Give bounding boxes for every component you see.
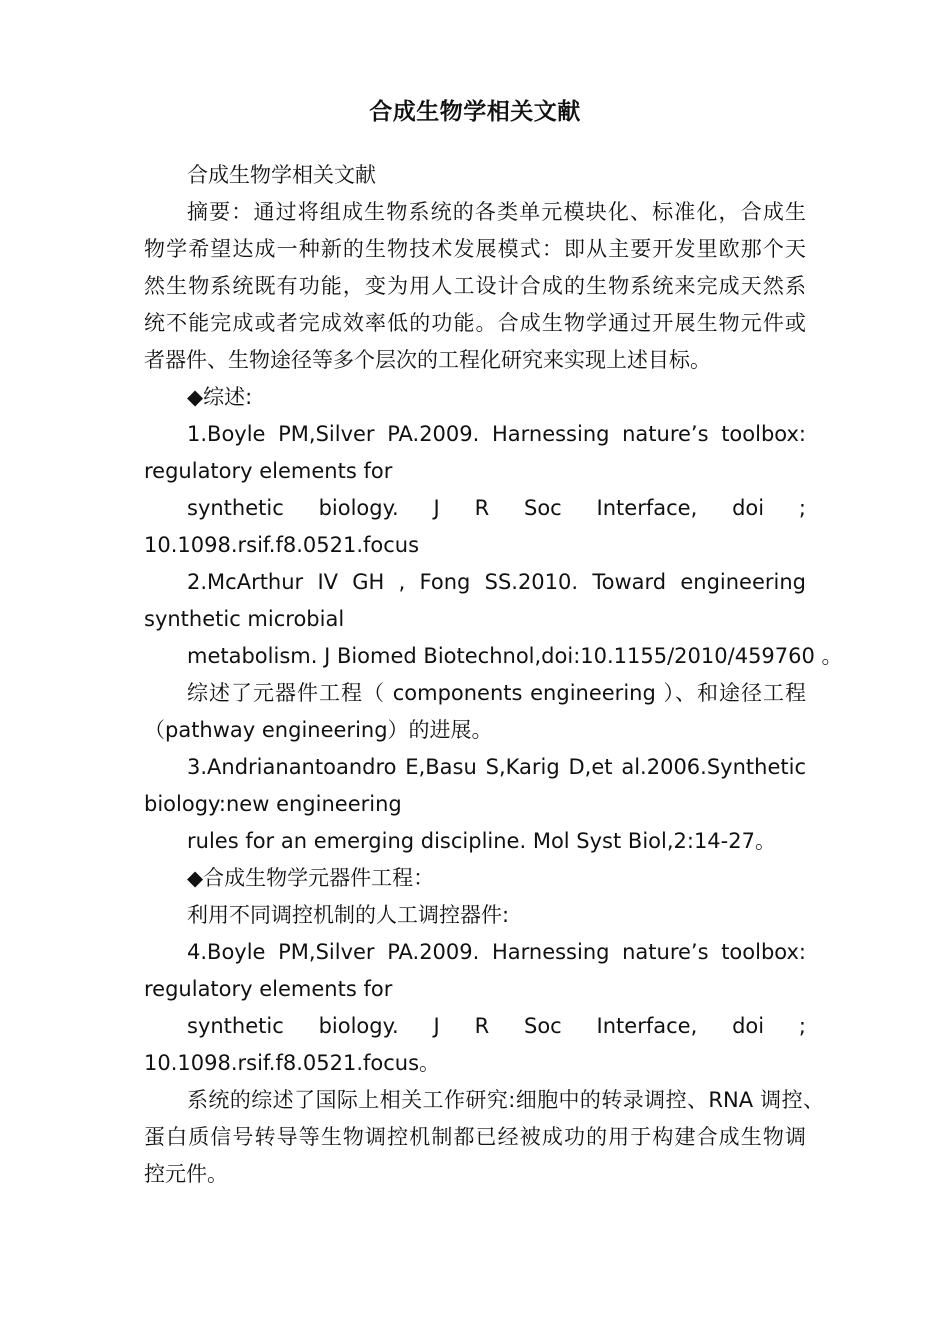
reference-line: synthetic biology. J R Soc Interface, doi ; — [187, 1014, 806, 1038]
text-line: 综述了元器件工程（ components engineering ）、和途径工程 — [187, 681, 806, 705]
text-line: 利用不同调控机制的人工调控器件: — [187, 903, 510, 927]
reference-line: 10.1098.rsif.f8.0521.focus — [144, 533, 420, 557]
reference-line: regulatory elements for — [144, 977, 393, 1001]
reference-line: regulatory elements for — [144, 459, 393, 483]
text-line: 摘要：通过将组成生物系统的各类单元模块化、标准化，合成生 — [187, 200, 806, 224]
document-body — [144, 157, 843, 1193]
text-line: 者器件、生物途径等多个层次的工程化研究来实现上述目标。 — [144, 348, 711, 372]
text-line: 控元件。 — [144, 1162, 228, 1186]
text-line: 统不能完成或者完成效率低的功能。合成生物学通过开展生物元件或 — [144, 311, 806, 335]
reference-line: synthetic biology. J R Soc Interface, doi ; — [187, 496, 806, 520]
section-heading: ◆合成生物学元器件工程： — [187, 866, 435, 890]
reference-line: synthetic microbial — [144, 607, 345, 631]
reference-line: 4.Boyle PM,Silver PA.2009. Harnessing nature’s toolbox: — [187, 940, 806, 964]
text-line: （pathway engineering）的进展。 — [144, 718, 493, 742]
reference-line: rules for an emerging discipline. Mol Syst Biol,2:14-27。 — [187, 829, 776, 853]
section-heading: ◆综述: — [187, 385, 253, 409]
reference-line: biology:new engineering — [144, 792, 402, 816]
document-title: 合成生物学相关文献 — [369, 99, 581, 125]
text-line: 然生物系统既有功能，变为用人工设计合成的生物系统来完成天然系 — [144, 274, 806, 298]
text-line: 系统的综述了国际上相关工作研究:细胞中的转录调控、RNA 调控、 — [187, 1088, 824, 1112]
text-line: 合成生物学相关文献 — [187, 163, 376, 187]
reference-line: 10.1098.rsif.f8.0521.focus。 — [144, 1051, 441, 1075]
text-line: 物学希望达成一种新的生物技术发展模式：即从主要开发里欧那个天 — [144, 237, 806, 261]
reference-line: 2.McArthur IV GH , Fong SS.2010. Toward engineering — [187, 570, 806, 594]
reference-line: metabolism. J Biomed Biotechnol,doi:10.1155/2010/459760 。 — [187, 644, 843, 668]
text-line: 蛋白质信号转导等生物调控机制都已经被成功的用于构建合成生物调 — [144, 1125, 806, 1149]
reference-line: 3.Andrianantoandro E,Basu S,Karig D,et al.2006.Synthetic — [187, 755, 806, 779]
reference-line: 1.Boyle PM,Silver PA.2009. Harnessing nature’s toolbox: — [187, 422, 806, 446]
